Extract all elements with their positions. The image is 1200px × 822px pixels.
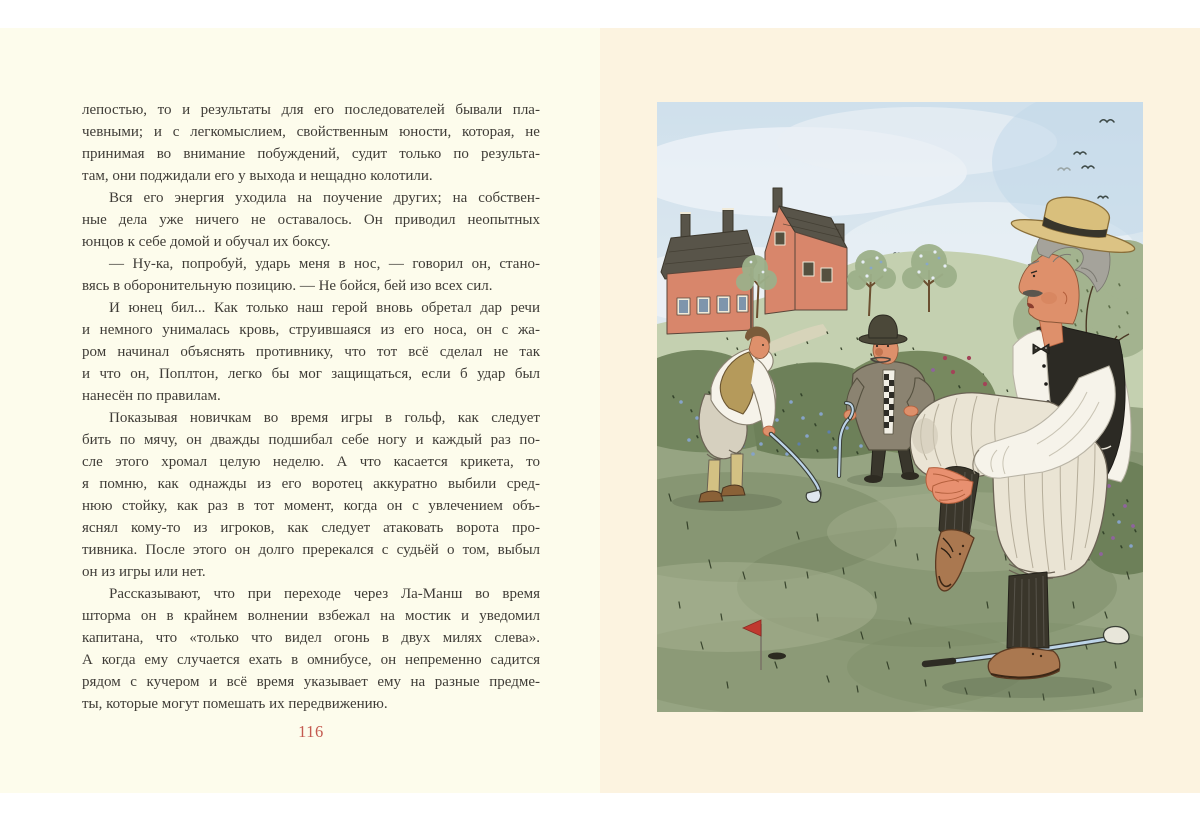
- text-line: ром начинал объяснять противнику, что тот всё сделал не так: [82, 344, 541, 360]
- text-line: Вся его энергия уходила на поучение других; на собствен-: [109, 190, 540, 206]
- text-line: бить по мячу, он дважды подшибал себе ногу и каждый раз по-: [82, 432, 540, 448]
- text-line: и что он, Поплтон, легко бы мог защищаться, если б удар был: [82, 366, 541, 382]
- text-line: и немного унималась кровь, струившаяся из его носа, он с жа-: [82, 322, 540, 338]
- page-number: 116: [298, 722, 324, 741]
- text-line: ты, которые могут помешать их передвижению.: [82, 696, 388, 712]
- text-line: А когда ему случается ехать в омнибусе, он непременно садится: [82, 652, 541, 668]
- text-line: — Ну-ка, попробуй, ударь меня в нос, — говорил он, стано-: [109, 256, 540, 272]
- text-line: яснял кому-то из игроков, как следует атаковать ворота про-: [82, 520, 541, 536]
- text-line: вясь в оборонительную позицию. — Не бойся, бей изо всех сил.: [82, 278, 493, 294]
- text-line: нюю стойку, как раз в тот момент, когда он с увлечением объ-: [82, 498, 541, 514]
- illustration-frame: [657, 102, 1143, 712]
- text-block: [82, 99, 540, 715]
- text-line: Показывая новичкам во время игры в гольф, как следует: [109, 410, 540, 426]
- text-line: он из игры или нет.: [82, 564, 206, 580]
- text-line: капитана, что «только что видел огонь в двух милях слева».: [82, 630, 540, 646]
- text-line: я помню, как однажды из его воротец аккуратно выбили сред-: [82, 476, 541, 492]
- text-line: юнцов к себе домой и обучал их боксу.: [82, 234, 331, 250]
- text-line: там, они поджидали его у выхода и нещадно колотили.: [82, 168, 433, 184]
- text-line: ные дела уже ничего не оставалось. Он приводил неопытных: [82, 212, 540, 228]
- right-page: [600, 28, 1200, 793]
- golf-hole: [768, 653, 786, 660]
- book-spread: [0, 28, 1200, 793]
- golf-illustration: [657, 102, 1143, 712]
- text-line: И юнец бил... Как только наш герой вновь обретал дар речи: [109, 300, 540, 316]
- text-line: чевными; и с легкомыслием, свойственным юности, которая, не: [82, 124, 540, 140]
- text-line: Рассказывают, что при переходе через Ла-Манш во время: [109, 586, 541, 602]
- text-line: лепостью, то и результаты для его последователей бывали пла-: [82, 102, 540, 118]
- text-line: принимая во внимание побуждений, судит только по результа-: [82, 146, 540, 162]
- text-line: нанесён по правилам.: [82, 388, 221, 404]
- text-line: сле этого хромал целую неделю. А что касается крикета, то: [82, 454, 541, 470]
- left-page: [0, 28, 600, 793]
- text-line: шторма он в крайнем волнении взбежал на мостик и уведомил: [82, 608, 541, 624]
- text-line: тивника. После этого он долго пререкался с судьёй о том, выбыл: [82, 542, 541, 558]
- text-line: рядом с кучером и всё время указывает ему на разные предме-: [82, 674, 540, 690]
